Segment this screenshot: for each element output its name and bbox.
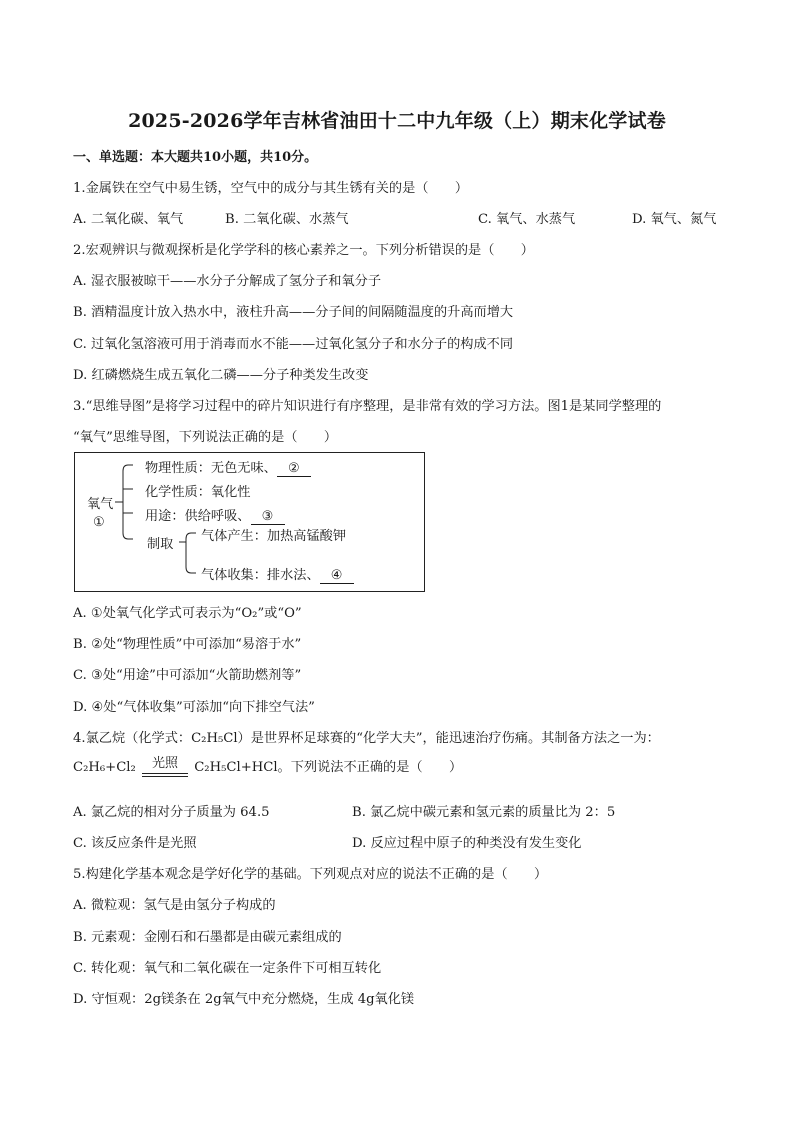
oxygen-mind-map (74, 452, 425, 592)
q4-option-b: B. 氯乙烷中碳元素和氢元素的质量比为 2：5 (352, 805, 616, 820)
q5-stem: 5.构建化学基本观念是学好化学的基础。下列观点对应的说法不正确的是（ ） (73, 867, 548, 882)
map-chemical: 化学性质：氧化性 (145, 485, 251, 500)
q5-option-b: B. 元素观：金刚石和石墨都是由碳元素组成的 (73, 930, 342, 945)
eq-condition: 光照 (152, 755, 179, 771)
q4-option-a: A. 氯乙烷的相对分子质量为 64.5 (73, 805, 270, 820)
map-root-mark: ① (93, 515, 105, 530)
q3-stem-line1: 3.“思维导图”是将学习过程中的碎片知识进行有序整理，是非常有效的学习方法。图1是某同学整理的 (73, 399, 662, 414)
eq-bar-top (142, 773, 188, 774)
q2-option-b: B. 酒精温度计放入热水中，液柱升高——分子间的间隔随温度的升高而增大 (73, 305, 514, 320)
q3-option-b: B. ②处“物理性质”中可添加“易溶于水” (73, 637, 302, 652)
q1-option-a: A. 二氧化碳、氧气 (73, 212, 184, 227)
q1-option-b: B. 二氧化碳、水蒸气 (225, 212, 349, 227)
q5-option-c: C. 转化观：氧气和二氧化碳在一定条件下可相互转化 (73, 961, 382, 976)
q2-option-d: D. 红磷燃烧生成五氧化二磷——分子种类发生改变 (73, 368, 369, 383)
q4-equation (73, 756, 462, 778)
eq-condition-arrow (142, 755, 188, 778)
map-root: 氧气 (87, 497, 114, 512)
q4-option-d: D. 反应过程中原子的种类没有发生变化 (352, 836, 582, 851)
q1-option-d: D. 氧气、氮气 (632, 212, 717, 227)
q2-stem: 2.宏观辨识与微观探析是化学学科的核心素养之一。下列分析错误的是（ ） (73, 243, 534, 258)
eq-products: C₂H₅Cl+HCl。下列说法不正确的是（ ） (194, 760, 463, 775)
q3-option-c: C. ③处“用途”中可添加“火箭助燃剂等” (73, 668, 302, 683)
map-gas-make: 气体产生：加热高锰酸钾 (201, 529, 347, 544)
q2-option-a: A. 湿衣服被晾干——水分子分解成了氢分子和氧分子 (73, 274, 382, 289)
q3-option-d: D. ④处“气体收集”可添加“向下排空气法” (73, 700, 315, 715)
q3-option-a: A. ①处氧气化学式可表示为“O₂”或“O” (73, 606, 302, 621)
map-prep: 制取 (147, 537, 174, 552)
map-physical-blank: ② (277, 461, 311, 477)
q1-option-c: C. 氧气、水蒸气 (478, 212, 576, 227)
q4-stem: 4.氯乙烷（化学式：C₂H₅Cl）是世界杯足球赛的“化学大夫”，能迅速治疗伤痛。其制备方法之一为： (73, 731, 660, 746)
q5-option-d: D. 守恒观：2g镁条在 2g氧气中充分燃烧，生成 4g氧化镁 (73, 992, 415, 1007)
eq-bar-bottom (142, 776, 188, 777)
map-use: 用途：供给呼吸、 ③ (145, 505, 285, 525)
eq-reactants: C₂H₆+Cl₂ (73, 760, 136, 775)
q5-option-a: A. 微粒观：氢气是由氢分子构成的 (73, 898, 276, 913)
q4-option-c: C. 该反应条件是光照 (73, 836, 197, 851)
page-title: 2025-2026学年吉林省油田十二中九年级（上）期末化学试卷 (128, 110, 666, 132)
q2-option-c: C. 过氧化氢溶液可用于消毒而水不能——过氧化氢分子和水分子的构成不同 (73, 337, 514, 352)
map-collect-blank: ④ (320, 568, 354, 584)
q1-stem: 1.金属铁在空气中易生锈，空气中的成分与其生锈有关的是（ ） (73, 181, 469, 196)
map-use-blank: ③ (251, 509, 285, 525)
q3-stem-line2: “氧气”思维导图，下列说法正确的是（ ） (73, 430, 338, 445)
map-physical: 物理性质：无色无味、 ② (145, 457, 311, 477)
section-heading: 一、单选题：本大题共10小题，共10分。 (73, 150, 318, 165)
map-gas-collect: 气体收集：排水法、 ④ (201, 564, 354, 584)
